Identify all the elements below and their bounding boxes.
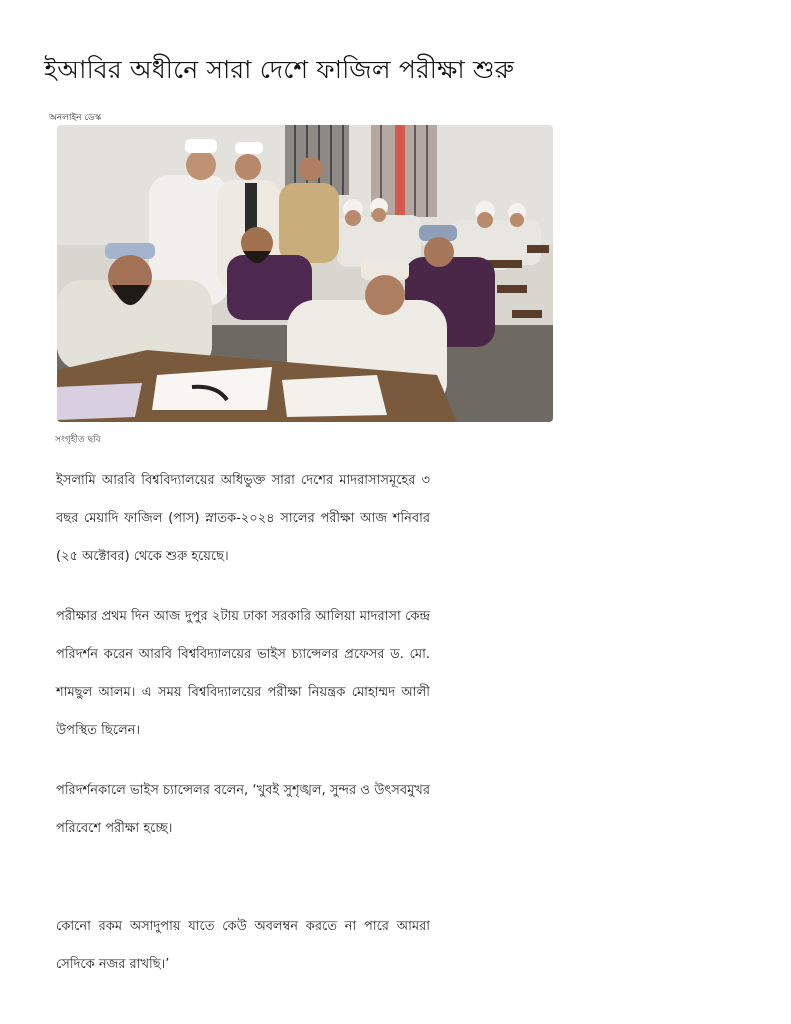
article-paragraph: পরিদর্শনকালে ভাইস চ্যান্সেলর বলেন, ‘খুবই সুশৃঙ্খল, সুন্দর ও উৎসবমুখর পরিবেশে পরীক্ষা হচ্ছে। [56, 783, 430, 836]
article-paragraph: ইসলামি আরবি বিশ্ববিদ্যালয়ের অধিভুক্ত সারা দেশের মাদরাসাসমূহের ৩ বছর মেয়াদি ফাজিল (পাস) স্নাতক-২০২৪ সালের পরীক্ষা আজ শনিবার (২৫ অক্টোবর) থেকে শুরু হয়েছে। [56, 473, 430, 564]
article-headline: ইআবির অধীনে সারা দেশে ফাজিল পরীক্ষা শুরু [44, 55, 515, 84]
byline: অনলাইন ডেস্ক [49, 113, 102, 123]
article-paragraph: কোনো রকম অসাদুপায় যাতে কেউ অবলম্বন করতে না পারে আমরা সেদিকে নজর রাখছি।’ [56, 919, 430, 972]
article-paragraph: পরীক্ষার প্রথম দিন আজ দুপুর ২টায় ঢাকা সরকারি আলিয়া মাদরাসা কেন্দ্র পরিদর্শন করেন আরবি বিশ্ববিদ্যালয়ের ভাইস চ্যান্সেলর প্রফেসর ড. মো. শামছুল আলম। এ সময় বিশ্ববিদ্যালয়ের পরীক্ষা নিয়ন্ত্রক মোহাম্মদ আলী উপস্থিত ছিলেন। [56, 609, 430, 738]
exam-hall-photo [57, 125, 553, 422]
photo-caption: সংগৃহীত ছবি [55, 435, 101, 445]
article-body [56, 462, 430, 1006]
